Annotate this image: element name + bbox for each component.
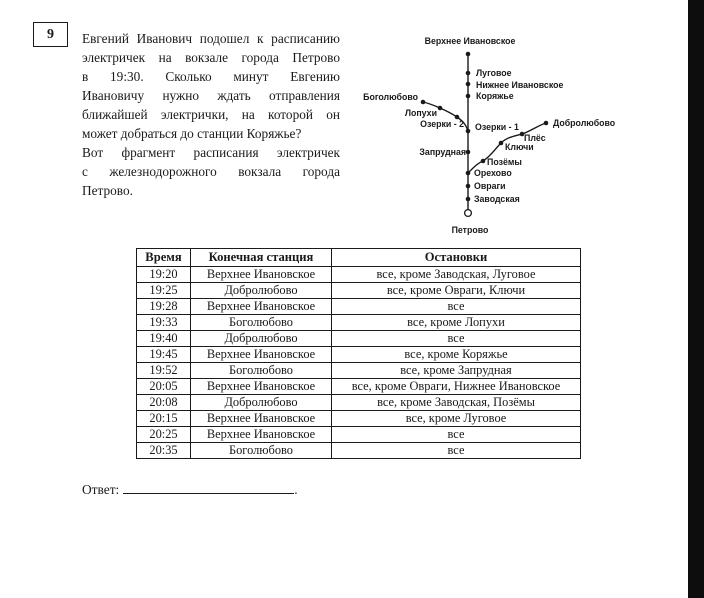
station-label-klyuchi: Ключи <box>505 142 534 152</box>
table-row <box>137 363 581 379</box>
station-label-pozyomy: Позёмы <box>487 157 522 167</box>
problem-line: Вот фрагмент расписания электричек <box>82 145 340 160</box>
problem-line: Ивановичу нужно ждать отправления <box>82 88 340 103</box>
cell-time: 19:52 <box>137 363 191 379</box>
cell-stops: все, кроме Овраги, Ключи <box>332 283 581 299</box>
cell-stops: все <box>332 443 581 459</box>
cell-stops: все, кроме Коряжье <box>332 347 581 363</box>
station-dot-koryazhye <box>466 94 471 99</box>
table-row <box>137 443 581 459</box>
table-row <box>137 395 581 411</box>
station-dot-klyuchi <box>499 141 504 146</box>
cell-time: 20:15 <box>137 411 191 427</box>
station-label-ozerki-2: Озерки - 2 <box>420 119 464 129</box>
cell-stops: все <box>332 299 581 315</box>
cell-time: 19:33 <box>137 315 191 331</box>
station-label-ovragi: Овраги <box>474 181 506 191</box>
schedule-table <box>136 248 581 459</box>
table-row <box>137 411 581 427</box>
cell-terminal: Добролюбово <box>191 331 332 347</box>
table-row <box>137 315 581 331</box>
table-row <box>137 427 581 443</box>
station-label-plyos: Плёс <box>524 133 546 143</box>
station-label-dobrolyubovo: Добролюбово <box>553 118 616 128</box>
station-label-petrovo: Петрово <box>451 225 489 235</box>
table-row <box>137 331 581 347</box>
answer-period: . <box>294 482 298 497</box>
station-label-nizhnee-ivanovskoe: Нижнее Ивановское <box>476 80 564 90</box>
answer-label: Ответ: <box>82 482 120 497</box>
station-dot-nizhnee-ivanovskoe <box>466 82 471 87</box>
cell-time: 19:20 <box>137 267 191 283</box>
cell-terminal: Верхнее Ивановское <box>191 267 332 283</box>
table-header-row <box>137 249 581 267</box>
station-label-lopuhi: Лопухи <box>404 108 437 118</box>
station-dot-lopuhi <box>438 106 443 111</box>
cell-terminal: Верхнее Ивановское <box>191 411 332 427</box>
cell-terminal: Верхнее Ивановское <box>191 427 332 443</box>
station-dot-bogolyubovo <box>421 100 426 105</box>
station-label-ozerki-1: Озерки - 1 <box>475 122 519 132</box>
cell-stops: все <box>332 427 581 443</box>
cell-stops: все, кроме Запрудная <box>332 363 581 379</box>
station-dot-pozyomy <box>481 159 486 164</box>
problem-statement <box>82 29 340 200</box>
station-label-koryazhye: Коряжье <box>476 91 514 101</box>
station-label-lugovoe: Луговое <box>476 68 512 78</box>
problem-line: Петрово. <box>82 183 133 198</box>
station-label-bogolyubovo: Боголюбово <box>363 92 418 102</box>
station-dot-ovragi <box>466 184 471 189</box>
station-label-verhnee-ivanovskoe: Верхнее Ивановское <box>424 36 516 46</box>
station-dot-ozerki-1 <box>466 129 471 134</box>
cell-stops: все, кроме Заводская, Позёмы <box>332 395 581 411</box>
cell-terminal: Боголюбово <box>191 443 332 459</box>
cell-time: 20:25 <box>137 427 191 443</box>
header-terminal: Конечная станция <box>191 249 332 267</box>
station-label-zavodskaya: Заводская <box>474 194 520 204</box>
problem-number: 9 <box>47 26 54 42</box>
railway-map <box>352 28 642 240</box>
table-row <box>137 283 581 299</box>
problem-line: в 19:30. Сколько минут Евгению <box>82 69 340 84</box>
cell-terminal: Верхнее Ивановское <box>191 347 332 363</box>
header-stops: Остановки <box>332 249 581 267</box>
cell-stops: все, кроме Луговое <box>332 411 581 427</box>
station-dot-zavodskaya <box>466 197 471 202</box>
station-circle-petrovo <box>465 210 472 217</box>
station-label-orekhovo: Орехово <box>474 168 512 178</box>
table-row <box>137 299 581 315</box>
cell-terminal: Добролюбово <box>191 395 332 411</box>
cell-time: 19:45 <box>137 347 191 363</box>
answer-blank-line <box>123 481 294 494</box>
cell-stops: все, кроме Заводская, Луговое <box>332 267 581 283</box>
cell-time: 19:40 <box>137 331 191 347</box>
station-dot-dobrolyubovo <box>544 121 549 126</box>
cell-time: 19:28 <box>137 299 191 315</box>
station-dot-lugovoe <box>466 71 471 76</box>
cell-stops: все <box>332 331 581 347</box>
station-label-zaprudnaya: Запрудная <box>419 147 466 157</box>
station-dot-zaprudnaya <box>466 150 471 155</box>
cell-terminal: Верхнее Ивановское <box>191 299 332 315</box>
answer-section <box>82 481 298 498</box>
cell-time: 20:35 <box>137 443 191 459</box>
cell-stops: все, кроме Овраги, Нижнее Ивановское <box>332 379 581 395</box>
cell-terminal: Боголюбово <box>191 315 332 331</box>
table-row <box>137 347 581 363</box>
cell-terminal: Добролюбово <box>191 283 332 299</box>
cell-time: 20:05 <box>137 379 191 395</box>
table-row <box>137 379 581 395</box>
cell-terminal: Боголюбово <box>191 363 332 379</box>
station-dot-verhnee-ivanovskoe <box>466 52 471 57</box>
cell-time: 20:08 <box>137 395 191 411</box>
header-time: Время <box>137 249 191 267</box>
cell-terminal: Верхнее Ивановское <box>191 379 332 395</box>
screen-edge-band <box>688 0 704 598</box>
problem-line: с железнодорожного вокзала города <box>82 164 340 179</box>
problem-line: ближайшей электрички, на которой он <box>82 107 340 122</box>
problem-line: электричек на вокзале города Петрово <box>82 50 340 65</box>
problem-number-box <box>33 22 68 47</box>
cell-stops: все, кроме Лопухи <box>332 315 581 331</box>
table-row <box>137 267 581 283</box>
problem-line: Евгений Иванович подошел к расписанию <box>82 31 340 46</box>
cell-time: 19:25 <box>137 283 191 299</box>
station-dot-orekhovo <box>466 171 471 176</box>
problem-line: может добраться до станции Коряжье? <box>82 126 302 141</box>
